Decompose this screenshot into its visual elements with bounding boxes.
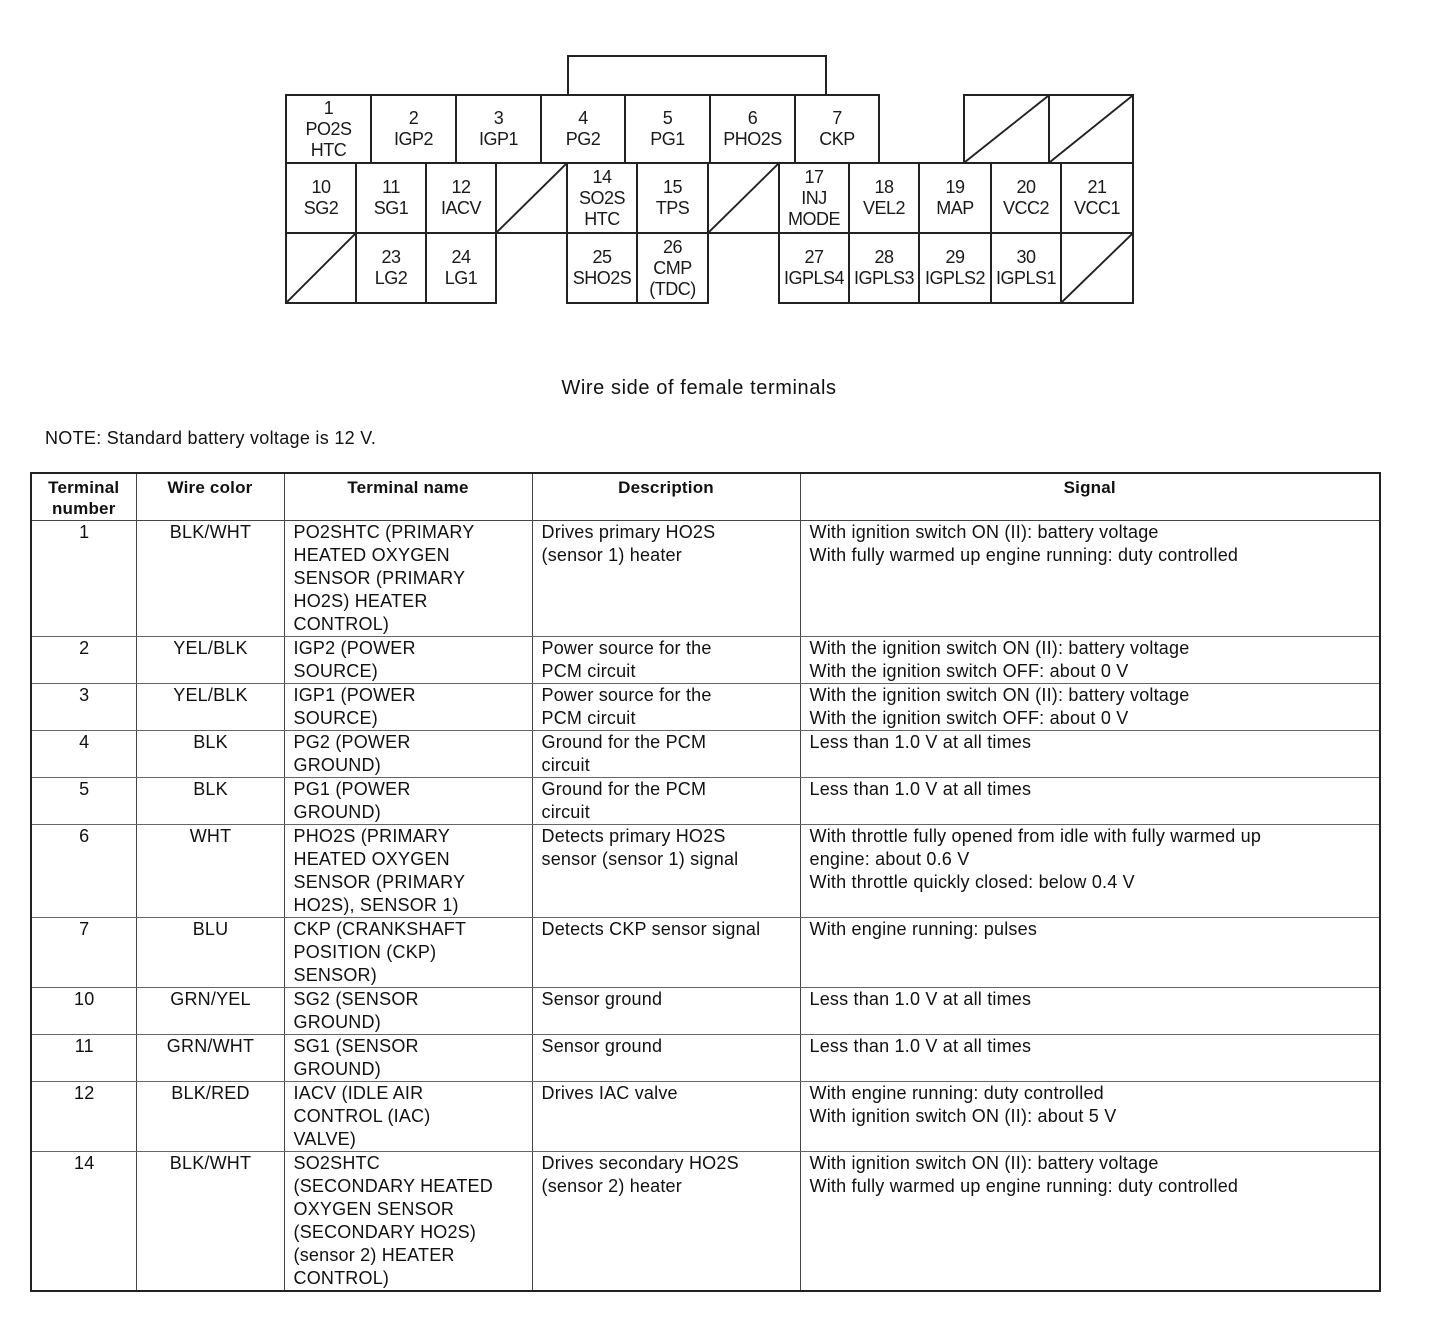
wire-color-cell xyxy=(136,1082,284,1152)
terminal-20: 20 VCC2 xyxy=(990,162,1062,234)
terminal-name-cell xyxy=(284,918,532,988)
terminal-17: 17 INJ MODE xyxy=(778,162,850,234)
wire-color-cell xyxy=(136,637,284,684)
description-cell xyxy=(532,918,800,988)
blank-cavity xyxy=(707,162,780,234)
cell-text: HO2S), SENSOR 1) xyxy=(293,895,459,915)
cell-text: Ground for the PCM xyxy=(541,732,707,752)
table-row xyxy=(31,1035,1380,1082)
terminal-number-cell xyxy=(31,1082,136,1152)
terminal-24: 24 LG1 xyxy=(425,232,497,304)
cell-text: GROUND) xyxy=(293,755,381,775)
wire-color-cell xyxy=(136,1035,284,1082)
terminal-10: 10 SG2 xyxy=(285,162,357,234)
terminal-27: 27 IGPLS4 xyxy=(778,232,850,304)
cell-text: With fully warmed up engine running: duty controlled xyxy=(809,1176,1239,1196)
cell-text: BLK/WHT xyxy=(169,522,252,542)
signal-cell xyxy=(800,521,1380,637)
cell-text: Less than 1.0 V at all times xyxy=(809,989,1032,1009)
terminal-number-cell xyxy=(31,988,136,1035)
signal-cell xyxy=(800,684,1380,731)
terminal-name-cell xyxy=(284,1035,532,1082)
wire-color-cell xyxy=(136,731,284,778)
terminal-number-cell xyxy=(31,918,136,988)
terminal-name-cell xyxy=(284,521,532,637)
cell-text: GRN/WHT xyxy=(166,1036,255,1056)
cell-text: 2 xyxy=(79,638,90,658)
table-body xyxy=(31,521,1380,1292)
header-signal: Signal xyxy=(800,473,1380,521)
description-cell xyxy=(532,988,800,1035)
cell-text: Sensor ground xyxy=(541,1036,663,1056)
terminal-25: 25 SHO2S xyxy=(566,232,638,304)
blank-cavity xyxy=(495,162,568,234)
cell-text: SG1 (SENSOR xyxy=(293,1036,419,1056)
cell-text: Drives primary HO2S xyxy=(541,522,716,542)
terminal-12: 12 IACV xyxy=(425,162,497,234)
blank-cavity xyxy=(285,232,357,304)
terminal-28: 28 IGPLS3 xyxy=(848,232,920,304)
table-row xyxy=(31,988,1380,1035)
terminal-name-cell xyxy=(284,825,532,918)
cell-text: With fully warmed up engine running: duty controlled xyxy=(809,545,1239,565)
cell-text: HEATED OXYGEN xyxy=(293,849,450,869)
terminal-18: 18 VEL2 xyxy=(848,162,920,234)
cell-text: CONTROL) xyxy=(293,1268,390,1288)
cell-text: (SECONDARY HO2S) xyxy=(293,1222,477,1242)
cell-text: 5 xyxy=(79,779,90,799)
wire-color-cell xyxy=(136,988,284,1035)
cell-text: IGP1 (POWER xyxy=(293,685,416,705)
terminal-table xyxy=(30,472,1381,1292)
description-cell xyxy=(532,637,800,684)
cell-text: 7 xyxy=(79,919,90,939)
table-row xyxy=(31,637,1380,684)
cell-text: Power source for the xyxy=(541,685,712,705)
cell-text: OXYGEN SENSOR xyxy=(293,1199,455,1219)
header-description: Description xyxy=(532,473,800,521)
terminal-number-cell xyxy=(31,684,136,731)
cell-text: Detects primary HO2S xyxy=(541,826,726,846)
cell-text: BLK/RED xyxy=(171,1083,250,1103)
terminal-7: 7 CKP xyxy=(794,94,880,164)
header-terminal-number: Terminal number xyxy=(31,473,136,521)
cell-text: Drives secondary HO2S xyxy=(541,1153,739,1173)
cell-text: SG2 (SENSOR xyxy=(293,989,419,1009)
description-cell xyxy=(532,1035,800,1082)
header-wire-color: Wire color xyxy=(136,473,284,521)
terminal-19: 19 MAP xyxy=(918,162,992,234)
blank-cavity xyxy=(963,94,1050,164)
cell-text: HO2S) HEATER xyxy=(293,591,428,611)
signal-cell xyxy=(800,918,1380,988)
cell-text: IGP2 (POWER xyxy=(293,638,416,658)
cell-text: 12 xyxy=(74,1083,95,1103)
description-cell xyxy=(532,825,800,918)
table-row xyxy=(31,778,1380,825)
cell-text: With engine running: pulses xyxy=(809,919,1038,939)
terminal-14: 14 SO2S HTC xyxy=(566,162,638,234)
cell-text: VALVE) xyxy=(293,1129,357,1149)
cell-text: circuit xyxy=(541,755,590,775)
cell-text: WHT xyxy=(189,826,232,846)
wire-color-cell xyxy=(136,778,284,825)
terminal-4: 4 PG2 xyxy=(540,94,626,164)
signal-cell xyxy=(800,1035,1380,1082)
terminal-name-cell xyxy=(284,684,532,731)
terminal-number-cell xyxy=(31,637,136,684)
terminal-number-cell xyxy=(31,731,136,778)
blank-cavity xyxy=(1060,232,1134,304)
cell-text: sensor (sensor 1) signal xyxy=(541,849,739,869)
cell-text: With ignition switch ON (II): battery voltage xyxy=(809,522,1159,542)
terminal-name-cell xyxy=(284,1152,532,1292)
cell-text: With the ignition switch OFF: about 0 V xyxy=(809,708,1129,728)
cell-text: YEL/BLK xyxy=(173,638,248,658)
cell-text: (sensor 2) heater xyxy=(541,1176,682,1196)
table-row xyxy=(31,918,1380,988)
wire-color-cell xyxy=(136,918,284,988)
description-cell xyxy=(532,778,800,825)
cell-text: With ignition switch ON (II): battery voltage xyxy=(809,1153,1159,1173)
table-row xyxy=(31,1152,1380,1292)
cell-text: (sensor 2) HEATER xyxy=(293,1245,455,1265)
table-row xyxy=(31,521,1380,637)
terminal-name-cell xyxy=(284,988,532,1035)
table-row xyxy=(31,731,1380,778)
cell-text: Less than 1.0 V at all times xyxy=(809,1036,1032,1056)
terminal-number-cell xyxy=(31,825,136,918)
cell-text: Power source for the xyxy=(541,638,712,658)
description-cell xyxy=(532,1152,800,1292)
cell-text: Sensor ground xyxy=(541,989,663,1009)
table-row xyxy=(31,684,1380,731)
cell-text: SENSOR (PRIMARY xyxy=(293,872,466,892)
cell-text: GROUND) xyxy=(293,1012,381,1032)
terminal-name-cell xyxy=(284,731,532,778)
cell-text: POSITION (CKP) xyxy=(293,942,437,962)
note-text: NOTE: Standard battery voltage is 12 V. xyxy=(45,428,377,448)
wire-color-cell xyxy=(136,1152,284,1292)
cell-text: 11 xyxy=(74,1036,94,1056)
terminal-name-cell xyxy=(284,778,532,825)
cell-text: PHO2S (PRIMARY xyxy=(293,826,451,846)
terminal-number-cell xyxy=(31,1035,136,1082)
signal-cell xyxy=(800,988,1380,1035)
wire-color-cell xyxy=(136,684,284,731)
cell-text: Ground for the PCM xyxy=(541,779,707,799)
terminal-21: 21 VCC1 xyxy=(1060,162,1134,234)
cell-text: With the ignition switch ON (II): battery voltage xyxy=(809,638,1190,658)
cell-text: BLK/WHT xyxy=(169,1153,252,1173)
signal-cell xyxy=(800,637,1380,684)
cell-text: CKP (CRANKSHAFT xyxy=(293,919,467,939)
cell-text: SENSOR (PRIMARY xyxy=(293,568,466,588)
table-row xyxy=(31,1082,1380,1152)
terminal-5: 5 PG1 xyxy=(624,94,711,164)
cell-text: With ignition switch ON (II): about 5 V xyxy=(809,1106,1117,1126)
cell-text: SO2SHTC xyxy=(293,1153,380,1173)
cell-text: SOURCE) xyxy=(293,661,378,681)
cell-text: YEL/BLK xyxy=(173,685,248,705)
terminal-2: 2 IGP2 xyxy=(370,94,457,164)
cell-text: SENSOR) xyxy=(293,965,377,985)
cell-text: 6 xyxy=(79,826,90,846)
table-row xyxy=(31,825,1380,918)
signal-cell xyxy=(800,825,1380,918)
header-terminal-name: Terminal name xyxy=(284,473,532,521)
description-cell xyxy=(532,1082,800,1152)
terminal-number-cell xyxy=(31,1152,136,1292)
cell-text: IACV (IDLE AIR xyxy=(293,1083,424,1103)
cell-text: BLK xyxy=(193,732,228,752)
terminal-1: 1 PO2S HTC xyxy=(285,94,372,164)
cell-text: With the ignition switch OFF: about 0 V xyxy=(809,661,1129,681)
cell-text: GROUND) xyxy=(293,1059,381,1079)
cell-text: Drives IAC valve xyxy=(541,1083,678,1103)
cell-text: (SECONDARY HEATED xyxy=(293,1176,493,1196)
cell-text: BLU xyxy=(192,919,229,939)
terminal-number-cell xyxy=(31,521,136,637)
cell-text: 14 xyxy=(74,1153,95,1173)
cell-text: 3 xyxy=(79,685,90,705)
description-cell xyxy=(532,684,800,731)
cell-text: PCM circuit xyxy=(541,661,636,681)
cell-text: 1 xyxy=(79,522,90,542)
signal-cell xyxy=(800,1082,1380,1152)
signal-cell xyxy=(800,778,1380,825)
blank-cavity xyxy=(1048,94,1134,164)
cell-text: engine: about 0.6 V xyxy=(809,849,970,869)
terminal-29: 29 IGPLS2 xyxy=(918,232,992,304)
cell-text: HEATED OXYGEN xyxy=(293,545,450,565)
cell-text: 4 xyxy=(79,732,90,752)
terminal-11: 11 SG1 xyxy=(355,162,427,234)
cell-text: SOURCE) xyxy=(293,708,378,728)
cell-text: With engine running: duty controlled xyxy=(809,1083,1104,1103)
terminal-3: 3 IGP1 xyxy=(455,94,542,164)
terminal-name-cell xyxy=(284,1082,532,1152)
cell-text: GRN/YEL xyxy=(170,989,251,1009)
terminal-30: 30 IGPLS1 xyxy=(990,232,1062,304)
terminal-23: 23 LG2 xyxy=(355,232,427,304)
terminal-name-cell xyxy=(284,637,532,684)
cell-text: With the ignition switch ON (II): battery voltage xyxy=(809,685,1190,705)
cell-text: PO2SHTC (PRIMARY xyxy=(293,522,475,542)
cell-text: circuit xyxy=(541,802,590,822)
signal-cell xyxy=(800,1152,1380,1292)
terminal-26: 26 CMP (TDC) xyxy=(636,232,709,304)
cell-text: CONTROL) xyxy=(293,614,390,634)
cell-text: With throttle quickly closed: below 0.4 V xyxy=(809,872,1135,892)
cell-text: Less than 1.0 V at all times xyxy=(809,732,1032,752)
terminal-6: 6 PHO2S xyxy=(709,94,796,164)
cell-text: With throttle fully opened from idle with fully warmed up xyxy=(809,826,1262,846)
cell-text: PG2 (POWER xyxy=(293,732,411,752)
diagram-caption: Wire side of female terminals xyxy=(561,377,837,399)
cell-text: (sensor 1) heater xyxy=(541,545,682,565)
cell-text: CONTROL (IAC) xyxy=(293,1106,431,1126)
terminal-number-cell xyxy=(31,778,136,825)
signal-cell xyxy=(800,731,1380,778)
cell-text: 10 xyxy=(74,989,95,1009)
cell-text: Less than 1.0 V at all times xyxy=(809,779,1032,799)
table-header-row xyxy=(31,473,1380,521)
cell-text: PCM circuit xyxy=(541,708,636,728)
description-cell xyxy=(532,731,800,778)
cell-text: BLK xyxy=(193,779,228,799)
cell-text: GROUND) xyxy=(293,802,381,822)
description-cell xyxy=(532,521,800,637)
wire-color-cell xyxy=(136,521,284,637)
wire-color-cell xyxy=(136,825,284,918)
cell-text: PG1 (POWER xyxy=(293,779,411,799)
cell-text: Detects CKP sensor signal xyxy=(541,919,761,939)
terminal-15: 15 TPS xyxy=(636,162,709,234)
